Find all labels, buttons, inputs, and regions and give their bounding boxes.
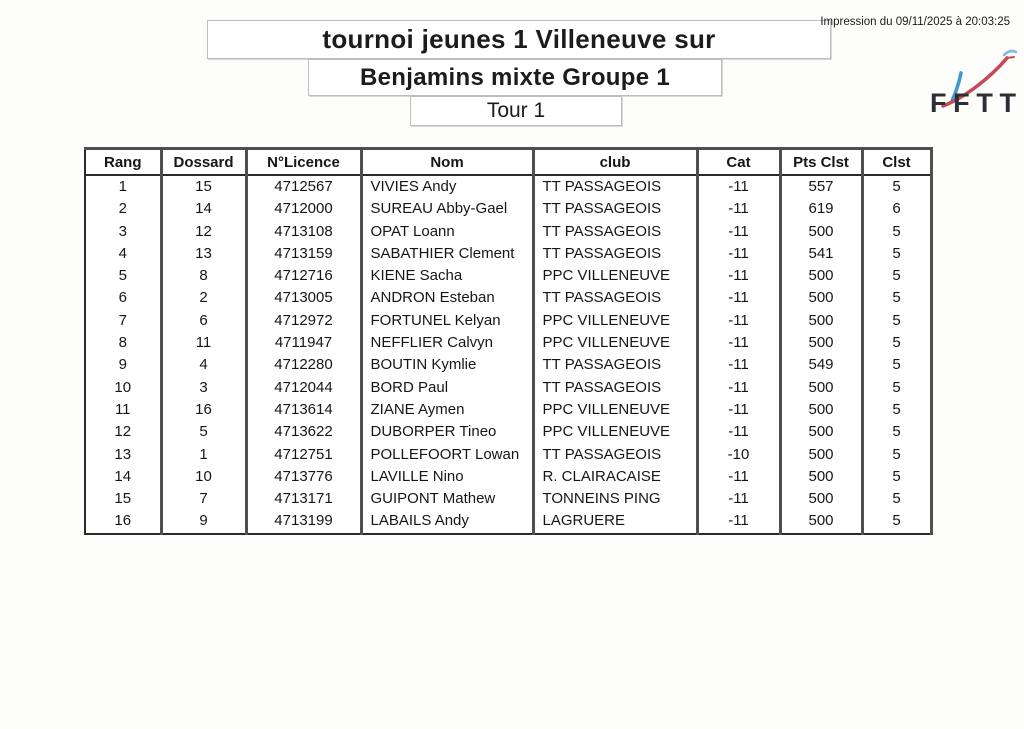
table-row — [85, 243, 931, 265]
cell-licence: 4712280 — [246, 354, 361, 376]
cell-rang: 8 — [85, 332, 161, 354]
cell-club: TT PASSAGEOIS — [533, 175, 697, 198]
cell-dossard: 9 — [161, 510, 246, 533]
cell-clst: 5 — [862, 466, 931, 488]
table-row — [85, 510, 931, 533]
cell-dossard: 10 — [161, 466, 246, 488]
cell-cat: -11 — [697, 265, 780, 287]
cell-pts-clst: 500 — [780, 332, 862, 354]
cell-rang: 6 — [85, 287, 161, 309]
cell-licence: 4713108 — [246, 221, 361, 243]
cell-cat: -11 — [697, 332, 780, 354]
group-title-box — [308, 59, 722, 96]
cell-pts-clst: 619 — [780, 198, 862, 220]
tournament-title: tournoi jeunes 1 Villeneuve sur — [322, 24, 716, 54]
cell-pts-clst: 500 — [780, 399, 862, 421]
column-header-cat: Cat — [697, 149, 780, 176]
cell-nom: GUIPONT Mathew — [361, 488, 533, 510]
cell-clst: 5 — [862, 243, 931, 265]
cell-rang: 5 — [85, 265, 161, 287]
cell-dossard: 16 — [161, 399, 246, 421]
cell-nom: LAVILLE Nino — [361, 466, 533, 488]
cell-licence: 4712567 — [246, 175, 361, 198]
cell-cat: -11 — [697, 310, 780, 332]
cell-nom: BORD Paul — [361, 377, 533, 399]
cell-club: LAGRUERE — [533, 510, 697, 533]
column-header-club: club — [533, 149, 697, 176]
cell-rang: 9 — [85, 354, 161, 376]
cell-nom: ANDRON Esteban — [361, 287, 533, 309]
fftt-logo-text: FFTT — [930, 88, 1018, 118]
cell-club: TT PASSAGEOIS — [533, 221, 697, 243]
cell-clst: 5 — [862, 332, 931, 354]
cell-rang: 13 — [85, 444, 161, 466]
cell-clst: 5 — [862, 444, 931, 466]
cell-licence: 4712972 — [246, 310, 361, 332]
column-header-nom: Nom — [361, 149, 533, 176]
cell-cat: -11 — [697, 243, 780, 265]
cell-nom: ZIANE Aymen — [361, 399, 533, 421]
cell-nom: FORTUNEL Kelyan — [361, 310, 533, 332]
cell-dossard: 1 — [161, 444, 246, 466]
cell-club: PPC VILLENEUVE — [533, 399, 697, 421]
cell-dossard: 12 — [161, 221, 246, 243]
cell-cat: -11 — [697, 399, 780, 421]
cell-pts-clst: 500 — [780, 510, 862, 533]
cell-club: TT PASSAGEOIS — [533, 444, 697, 466]
cell-nom: VIVIES Andy — [361, 175, 533, 198]
cell-club: PPC VILLENEUVE — [533, 332, 697, 354]
table-row — [85, 175, 931, 198]
cell-licence: 4713199 — [246, 510, 361, 533]
cell-club: TT PASSAGEOIS — [533, 198, 697, 220]
cell-pts-clst: 500 — [780, 265, 862, 287]
cell-dossard: 7 — [161, 488, 246, 510]
fftt-logo-icon — [928, 46, 1020, 118]
cell-pts-clst: 500 — [780, 287, 862, 309]
cell-clst: 5 — [862, 265, 931, 287]
cell-club: PPC VILLENEUVE — [533, 265, 697, 287]
cell-clst: 5 — [862, 510, 931, 533]
cell-cat: -11 — [697, 488, 780, 510]
cell-club: TT PASSAGEOIS — [533, 354, 697, 376]
cell-pts-clst: 500 — [780, 444, 862, 466]
cell-dossard: 8 — [161, 265, 246, 287]
cell-cat: -11 — [697, 287, 780, 309]
column-header-pts-clst: Pts Clst — [780, 149, 862, 176]
cell-nom: DUBORPER Tineo — [361, 421, 533, 443]
table-row — [85, 399, 931, 421]
cell-rang: 11 — [85, 399, 161, 421]
cell-dossard: 15 — [161, 175, 246, 198]
cell-pts-clst: 500 — [780, 310, 862, 332]
cell-licence: 4713159 — [246, 243, 361, 265]
cell-dossard: 4 — [161, 354, 246, 376]
cell-clst: 5 — [862, 287, 931, 309]
cell-cat: -11 — [697, 221, 780, 243]
column-header-dossard: Dossard — [161, 149, 246, 176]
table-row — [85, 287, 931, 309]
cell-clst: 5 — [862, 221, 931, 243]
cell-nom: SABATHIER Clement — [361, 243, 533, 265]
cell-club: TONNEINS PING — [533, 488, 697, 510]
cell-clst: 5 — [862, 310, 931, 332]
cell-pts-clst: 500 — [780, 488, 862, 510]
cell-dossard: 13 — [161, 243, 246, 265]
cell-pts-clst: 549 — [780, 354, 862, 376]
cell-club: TT PASSAGEOIS — [533, 377, 697, 399]
table-row — [85, 444, 931, 466]
cell-licence: 4713171 — [246, 488, 361, 510]
table-row — [85, 354, 931, 376]
tournament-title-box — [207, 20, 831, 59]
cell-clst: 5 — [862, 488, 931, 510]
cell-rang: 1 — [85, 175, 161, 198]
table-row — [85, 332, 931, 354]
cell-pts-clst: 541 — [780, 243, 862, 265]
cell-nom: NEFFLIER Calvyn — [361, 332, 533, 354]
cell-club: TT PASSAGEOIS — [533, 287, 697, 309]
cell-nom: SUREAU Abby-Gael — [361, 198, 533, 220]
cell-rang: 3 — [85, 221, 161, 243]
cell-club: PPC VILLENEUVE — [533, 310, 697, 332]
cell-cat: -11 — [697, 175, 780, 198]
cell-licence: 4713622 — [246, 421, 361, 443]
round-title-box — [410, 96, 622, 126]
table-row — [85, 265, 931, 287]
cell-dossard: 6 — [161, 310, 246, 332]
column-header-clst: Clst — [862, 149, 931, 176]
group-title: Benjamins mixte Groupe 1 — [360, 63, 670, 91]
cell-licence: 4713005 — [246, 287, 361, 309]
cell-pts-clst: 500 — [780, 466, 862, 488]
print-timestamp: Impression du 09/11/2025 à 20:03:25 — [820, 16, 1010, 28]
cell-rang: 12 — [85, 421, 161, 443]
cell-club: R. CLAIRACAISE — [533, 466, 697, 488]
cell-clst: 5 — [862, 354, 931, 376]
cell-cat: -11 — [697, 510, 780, 533]
cell-nom: KIENE Sacha — [361, 265, 533, 287]
cell-clst: 5 — [862, 175, 931, 198]
results-table — [84, 147, 933, 535]
cell-clst: 5 — [862, 421, 931, 443]
cell-clst: 5 — [862, 399, 931, 421]
cell-pts-clst: 557 — [780, 175, 862, 198]
cell-rang: 10 — [85, 377, 161, 399]
cell-licence: 4712751 — [246, 444, 361, 466]
cell-rang: 7 — [85, 310, 161, 332]
cell-licence: 4713776 — [246, 466, 361, 488]
cell-rang: 15 — [85, 488, 161, 510]
table-row — [85, 488, 931, 510]
cell-club: TT PASSAGEOIS — [533, 243, 697, 265]
cell-pts-clst: 500 — [780, 421, 862, 443]
table-row — [85, 377, 931, 399]
table-row — [85, 466, 931, 488]
cell-dossard: 14 — [161, 198, 246, 220]
cell-clst: 6 — [862, 198, 931, 220]
cell-cat: -11 — [697, 377, 780, 399]
cell-rang: 4 — [85, 243, 161, 265]
cell-dossard: 11 — [161, 332, 246, 354]
cell-dossard: 2 — [161, 287, 246, 309]
cell-licence: 4713614 — [246, 399, 361, 421]
cell-cat: -10 — [697, 444, 780, 466]
cell-dossard: 3 — [161, 377, 246, 399]
table-row — [85, 421, 931, 443]
round-title: Tour 1 — [486, 99, 546, 122]
table-row — [85, 221, 931, 243]
cell-nom: POLLEFOORT Lowan — [361, 444, 533, 466]
cell-rang: 14 — [85, 466, 161, 488]
cell-pts-clst: 500 — [780, 221, 862, 243]
cell-cat: -11 — [697, 354, 780, 376]
cell-cat: -11 — [697, 466, 780, 488]
cell-nom: OPAT Loann — [361, 221, 533, 243]
column-header-licence: N°Licence — [246, 149, 361, 176]
cell-rang: 16 — [85, 510, 161, 533]
cell-nom: BOUTIN Kymlie — [361, 354, 533, 376]
cell-clst: 5 — [862, 377, 931, 399]
cell-licence: 4712000 — [246, 198, 361, 220]
cell-club: PPC VILLENEUVE — [533, 421, 697, 443]
cell-licence: 4712044 — [246, 377, 361, 399]
cell-licence: 4711947 — [246, 332, 361, 354]
cell-cat: -11 — [697, 421, 780, 443]
cell-cat: -11 — [697, 198, 780, 220]
cell-pts-clst: 500 — [780, 377, 862, 399]
column-header-rang: Rang — [85, 149, 161, 176]
cell-licence: 4712716 — [246, 265, 361, 287]
cell-dossard: 5 — [161, 421, 246, 443]
table-row — [85, 310, 931, 332]
table-row — [85, 198, 931, 220]
cell-rang: 2 — [85, 198, 161, 220]
cell-nom: LABAILS Andy — [361, 510, 533, 533]
table-header-row — [85, 149, 931, 176]
